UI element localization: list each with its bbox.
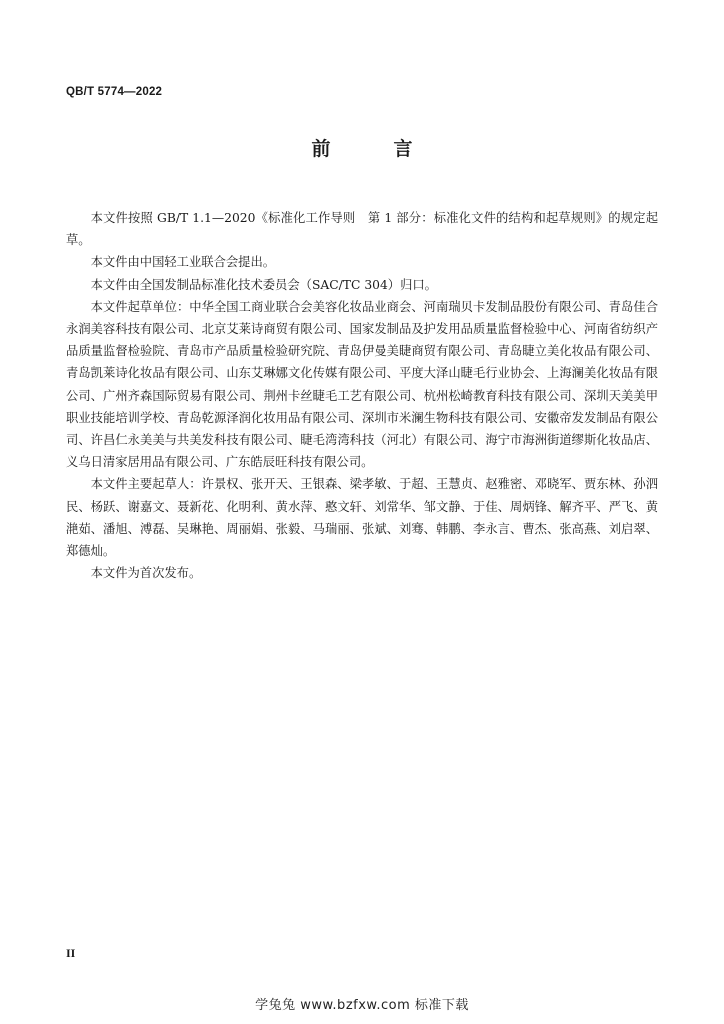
- paragraph-drafters: 本文件主要起草人：许景权、张开天、王银森、梁孝敏、于超、王慧贞、赵雅密、邓晓军、贾东林、孙泗民、杨跃、谢嘉文、聂新花、化明利、黄水萍、憨文轩、刘常华、邹文静、于佳、周炳锋、解齐平、严飞、黄滟茹、潘旭、溥磊、吴琳艳、周丽娟、张毅、马瑞丽、张斌、刘骞、韩鹏、李永言、曹杰、张高燕、刘启翠、郑德灿。: [66, 477, 658, 559]
- page-title: 前 言: [311, 138, 435, 160]
- paragraph-first-release: 本文件为首次发布。: [90, 566, 202, 581]
- paragraph-drafting-units: 本文件起草单位：中华全国工商业联合会美容化妆品业商会、河南瑞贝卡发制品股份有限公司、青岛佳合永润美容科技有限公司、北京艾莱诗商贸有限公司、国家发制品及护发用品质量监督检验中心、河南省纺织产品质量监督检验院、青岛市产品质量检验研究院、青岛伊曼美睫商贸有限公司、青岛睫立美化妆品有限公司、青岛凯莱诗化妆品有限公司、山东艾琳娜文化传媒有限公司、平度大泽山睫毛行业协会、上海澜美化妆品有限公司、广州齐森国际贸易有限公司、荆州卡丝睫毛工艺有限公司、杭州松崎教育科技有限公司、深圳天美美甲职业技能培训学校、青岛乾源泽润化妆用品有限公司、深圳市米澜生物科技有限公司、安徽帝发发制品有限公司、许昌仁永美美与共美发科技有限公司、睫毛湾湾科技（河北）有限公司、海宁市海洲街道缪斯化妆品店、义乌日清家居用品有限公司、广东皓辰旺科技有限公司。: [66, 299, 658, 470]
- paragraph-drafting-rules: 本文件按照 GB/T 1.1—2020《标准化工作导则 第 1 部分：标准化文件的结构和起草规则》的规定起草。: [66, 211, 658, 248]
- body-text: [66, 207, 658, 584]
- paragraph-committee: 本文件由全国发制品标准化技术委员会（SAC/TC 304）归口。: [90, 277, 437, 292]
- watermark-link[interactable]: 学兔兔 www.bzfxw.com 标准下载: [255, 998, 469, 1013]
- paragraph-proposer: 本文件由中国轻工业联合会提出。: [90, 255, 276, 270]
- page-number: II: [66, 946, 76, 960]
- standard-code: QB/T 5774—2022: [66, 86, 163, 98]
